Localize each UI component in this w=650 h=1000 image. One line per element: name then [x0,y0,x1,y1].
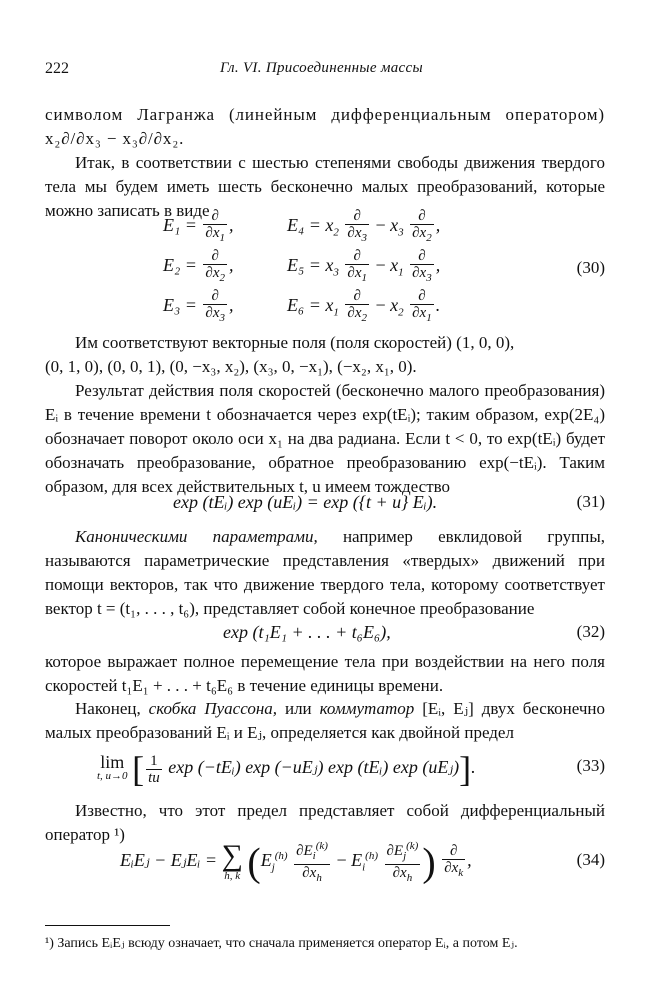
eq30-E3-label: E₃ = [163,295,197,316]
eq34-expression: EᵢEⱼ − EⱼEᵢ = ∑ h, k ($E_j^{(h)}$ $\frac{\partial E_i^{(k)}}{\partial x_h}$ − $E_i^{(h)}$ $\frac{\partial E_j^{(k)}}{\partial x_h}$ ) $\frac{\partial}{\partial x_k}$ , [120,839,472,885]
equation-number: (33) [576,756,605,775]
paragraph-text: символом Лагранжа (линейным дифференциальным оператором) x₂∂/∂x₃ − x₃∂/∂x₂. [45,105,605,148]
paragraph-segment: Наконец, [75,699,149,718]
equation-33 [45,748,605,794]
equation-number: (32) [576,622,605,641]
eq34-lhs: EᵢEⱼ − EⱼEᵢ = [120,850,217,871]
equation-34 [45,838,605,898]
eq30-E5-label: E₅ = [287,255,321,276]
equation-text: exp (tEᵢ) exp (uEᵢ) = exp ({t + u} Eᵢ). [173,492,438,512]
paragraph-vector-fields [45,331,605,379]
equation-30 [45,208,605,328]
paragraph-text: которое выражает полное перемещение тела при воздействии на него поля скоростей t₁E₁ + . . . + t₆E₆ в течение единицы времени. [45,652,605,695]
equation-number: (34) [576,850,605,869]
page-header [45,60,605,82]
paragraph-text: Итак, в соответствии с шестью степенями свободы движения твердого тела мы будем иметь шесть бесконечно малых преобразований, которые можно записать в виде [45,153,605,220]
emphasis-term: скобка Пуассона, [148,699,278,718]
paragraph-exp-definition [45,379,605,499]
paragraph-segment: или [277,699,320,718]
limit-subscript: t, u→0 [97,770,128,782]
eq30-row3-right: $E_6 = x_1$ $\frac{\partial}{\partial x_2}$ − $x_2$ $\frac{\partial}{\partial x_1}$ . [287,288,441,324]
paragraph-text [45,525,605,621]
eq30-E4-label: E₄ = [287,215,321,236]
eq33-expression: lim t, u→0 [ $\frac{1}{tu}$ exp (−tEᵢ) exp (−uEⱼ) exp (tEᵢ) exp (uEⱼ)]. [97,749,476,789]
paragraph-line: (0, 1, 0), (0, 0, 1), (0, −x₃, x₂), (x₃, 0, −x₁), (−x₂, x₁, 0). [45,357,417,376]
paragraph-text: Результат действия поля скоростей (бесконечно малого преобразования) Eᵢ в течение времени t обозначается через exp(tEᵢ); таким образом, exp(2E₄) обозначает поворот около оси x₁ на два радиана. Если t < 0, то exp(tEᵢ) будет обозначать преобразование, обратное преобразованию exp(−tEᵢ). Таким образом, для всех действительных t, u имеем тождество [45,381,605,496]
limit-body: exp (−tEᵢ) exp (−uEⱼ) exp (tEᵢ) exp (uEⱼ) [168,757,460,778]
limit-operator [97,752,128,783]
footnote-text: ¹) Запись EᵢEⱼ всюду означает, что сначала применяется оператор Eᵢ, а потом Eⱼ. [45,936,518,951]
emphasis-term: Каноническими параметрами, [75,527,318,546]
footnote [45,934,605,954]
eq30-E6-label: E₆ = [287,295,321,316]
page-number: 222 [45,60,69,77]
equation-31 [45,492,605,518]
paragraph-body: например евклидовой группы, называются параметрические представления «твердых» движений при помощи векторов, так что движение твердого тела, которому соответствует вектор t = (t₁, . . . , t₆), представляет собой конечное преобразование [45,527,606,618]
eq30-row1-left: E₁ = $\frac{\partial}{\partial x_1}$ , [163,208,234,244]
equation-number: (31) [576,492,605,511]
paragraph-total-displacement [45,650,605,698]
paragraph-text: Известно, что этот предел представляет собой дифференциальный оператор ¹) [45,801,605,844]
paragraph-line: Им соответствуют векторные поля (поля скоростей) (1, 0, 0), [75,333,515,352]
paragraph-poisson-bracket [45,697,605,745]
paragraph-lagrange [45,103,605,151]
eq30-row1-right: $E_4 = x_2$ $\frac{\partial}{\partial x_3}$ − $x_3$ $\frac{\partial}{\partial x_2}$ , [287,208,441,244]
sum-operator: ∑ h, k [221,839,243,882]
eq30-row2-left: E₂ = $\frac{\partial}{\partial x_2}$ , [163,248,234,284]
limit-word: lim [100,752,125,772]
paragraph-text [45,697,605,745]
eq30-E1-label: E₁ = [163,215,197,236]
eq30-row2-right: $E_5 = x_3$ $\frac{\partial}{\partial x_1}$ − $x_1$ $\frac{\partial}{\partial x_3}$ , [287,248,441,284]
equation-32 [45,622,605,648]
footnote-divider [45,925,170,926]
equation-number: (30) [576,258,605,277]
running-head: Гл. VI. Присоединенные массы [220,60,423,76]
paragraph-segment: [Eᵢ, Eⱼ] двух бесконечно малых преобразований Eᵢ и Eⱼ, определяется как двойной предел [45,699,605,742]
emphasis-term: коммутатор [319,699,415,718]
sum-subscript: h, k [224,870,241,882]
eq30-E2-label: E₂ = [163,255,197,276]
eq30-row3-left: E₃ = $\frac{\partial}{\partial x_3}$ , [163,288,234,324]
equation-text: exp (t₁E₁ + . . . + t₆E₆), [223,622,391,642]
paragraph-canonical-parameters [45,525,605,621]
